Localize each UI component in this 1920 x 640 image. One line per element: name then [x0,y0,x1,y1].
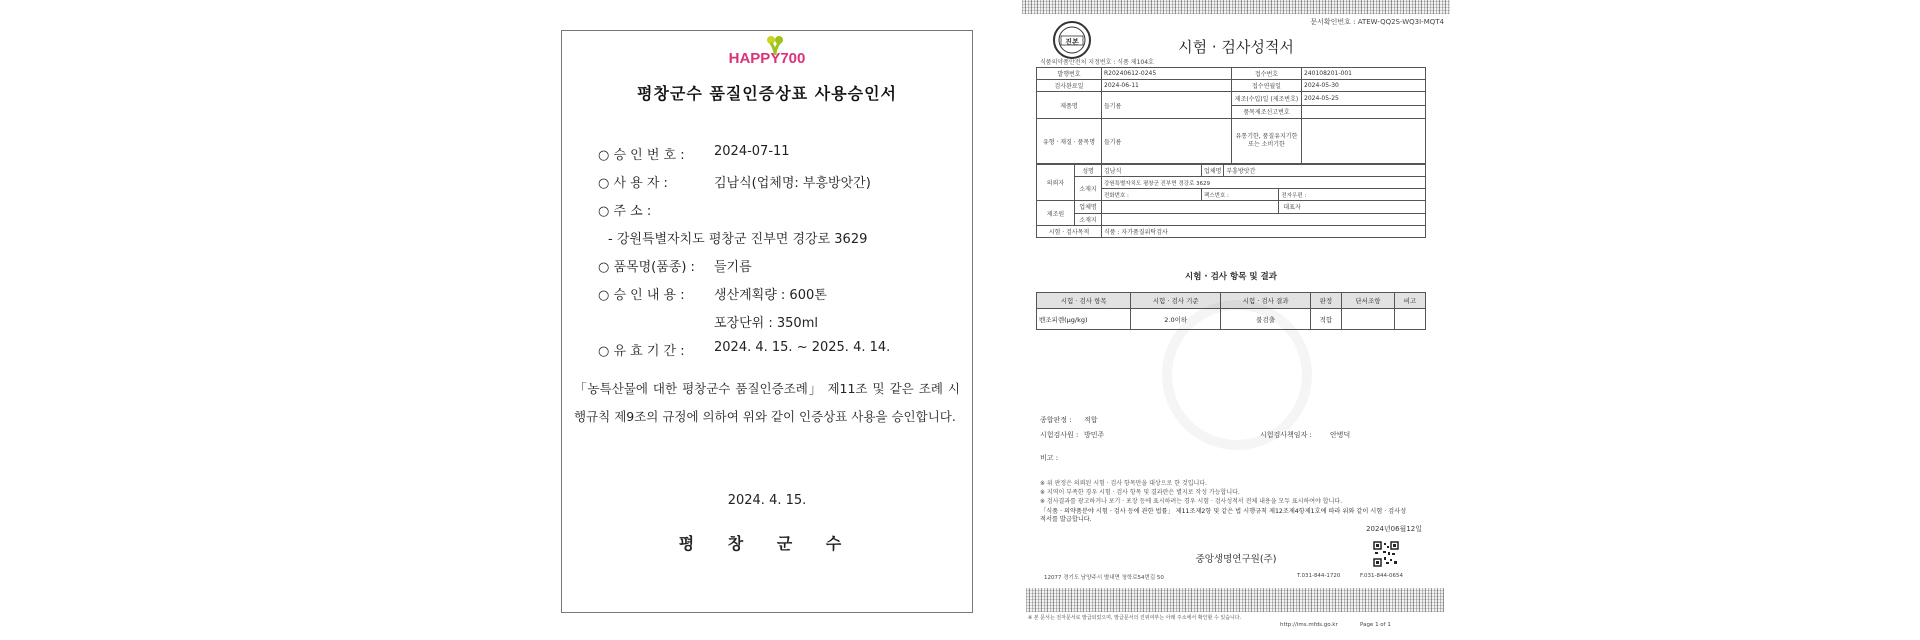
institute-tel: T.031-844-1720 [1297,573,1341,579]
certificate-date: 2024. 4. 15. [727,493,807,508]
results-header: 비고 [1395,293,1426,309]
top-noise-band [1022,0,1450,14]
results-cell: 불검출 [1221,309,1311,330]
purpose-label: 시험 · 검사목적 [1037,226,1102,238]
results-header: 단서조항 [1341,293,1394,309]
institute-name: 중앙생명연구원(주) [1195,554,1277,565]
results-header: 시험 · 검사 항목 [1037,293,1131,309]
results-cell: 적합 [1310,309,1341,330]
table-row [1037,68,1426,80]
table-row [1037,213,1426,226]
tester-value: 방민주 [1084,431,1105,439]
info-cell: 접수번호 [1232,68,1302,80]
page-number: Page 1 of 1 [1360,622,1391,628]
results-cell: 벤조피렌(μg/kg) [1037,309,1131,330]
company-value: 부흥방앗간 [1224,165,1426,177]
address-value: - 강원특별자치도 평창군 진부면 경강로 3629 [608,232,868,247]
mfr-address-label: 소재지 [1075,213,1102,226]
info-table [1036,67,1426,164]
happy700-logo-mark [712,33,822,67]
manager-label: 시험검사책임자 : [1260,431,1312,439]
manufacturer-label: 제조원 [1037,201,1075,226]
table-row [1037,92,1426,106]
results-header: 시험 · 검사 기준 [1131,293,1221,309]
test-report [1022,0,1450,640]
institute-fax: F.031-844-0654 [1360,573,1403,579]
remark-label: 비고 : [1040,454,1059,462]
purpose-value: 식품 : 자가품질위탁검사 [1102,226,1426,238]
table-row [1037,165,1426,177]
mfr-address-value [1102,213,1426,226]
agency-designation: 식품의약품안전처 지정번호 : 식품 제104호 [1040,59,1154,66]
mfr-company-value [1102,201,1279,214]
note-line: ※ 지역이 부족한 경우 시험 · 검사 항목 및 결과란은 별지로 작성 가능합니다. [1040,489,1240,496]
certificate-body-text: 「농특산물에 대한 평창군수 품질인증조례」 제11조 및 같은 조례 시행규칙 제9조의 규정에 의하여 위와 같이 인증상표 사용을 승인합니다. [574,381,960,424]
results-header: 시험 · 검사 결과 [1221,293,1311,309]
phone-label: 전화번호 : [1102,189,1202,201]
info-cell: 2024-05-30 [1302,80,1426,92]
verdict-value: 적합 [1084,416,1098,424]
info-cell: R20240612-0245 [1102,68,1232,80]
product-value: 들기름 [714,260,752,275]
info-cell [1302,105,1426,119]
validity-label: ○ 유 효 기 간 : [598,344,685,359]
results-cell [1395,309,1426,330]
info-cell: 품목제조신고번호 [1232,105,1302,119]
info-cell: 2024-06-11 [1102,80,1232,92]
info-cell: 제품명 [1037,92,1102,119]
watermark-circle [1162,300,1312,450]
note-line: ※ 위 판정은 의뢰된 시험 · 검사 항목만을 대상으로 한 것입니다. [1040,480,1208,487]
user-label: ○ 사 용 자 : [598,176,668,191]
info-cell: 들기름 [1102,92,1232,119]
stamp-text: 진본 [1065,38,1079,46]
certificate-title: 평창군수 품질인증상표 사용승인서 [637,84,897,103]
logo-text: HAPPY700 [728,50,806,67]
note-line: ※ 검사결과를 광고하거나 포기 · 포장 등에 표시하려는 경우 시험 · 검사성적서 전체 내용을 모두 표시하여야 합니다. [1040,498,1343,505]
tester-label: 시험검사원 : [1040,431,1079,439]
table-row [1037,201,1426,214]
name-value: 김남식 [1102,165,1202,177]
table-row [1037,80,1426,92]
approval-certificate [561,30,973,613]
validity-value: 2024. 4. 15. ~ 2025. 4. 14. [714,340,891,355]
fax-label: 팩스번호 : [1202,189,1279,201]
info-cell: 유통기한, 품질유지기한 또는 소비기한 [1232,119,1302,164]
mfr-company-label: 업체명 [1075,201,1102,214]
institute-address: 12077 경기도 남양주시 별내면 청학로54번길 50 [1044,575,1164,581]
user-value: 김남식(업체명: 부흥방앗간) [714,176,871,191]
mfr-rep-label: 대표자 [1279,201,1426,214]
info-cell: 2024-05-25 [1302,92,1426,106]
table-row [1037,119,1426,164]
results-cell [1341,309,1394,330]
footer-url[interactable]: http://ims.mfds.go.kr [1280,622,1338,628]
info-cell: 240108201-001 [1302,68,1426,80]
certificate-issuer: 평 창 군 수 [678,534,856,553]
info-cell: 검사완료일 [1037,80,1102,92]
results-cell: 2.0이하 [1131,309,1221,330]
info-cell: 발행번호 [1037,68,1102,80]
name-label: 성명 [1075,165,1102,177]
requester-label: 의뢰자 [1037,165,1075,201]
results-title: 시험 · 검사 항목 및 결과 [1185,272,1277,282]
table-row [1037,177,1426,189]
product-label: ○ 품목명(품종) : [598,260,695,275]
requester-table [1036,164,1426,238]
package-unit-value: 포장단위 : 350ml [714,316,818,331]
qr-code-icon [1373,541,1399,567]
results-header: 판정 [1310,293,1341,309]
address-value: 강원특별자치도 평창군 진부면 경강로 3629 [1102,177,1426,189]
approval-number-value: 2024-07-11 [714,144,790,159]
company-label: 업체명 [1202,165,1224,177]
doc-confirm-number: 문서확인번호 : ATEW-QQ2S-WQ3I-MQT4 [1310,18,1444,26]
address-label: ○ 주 소 : [598,204,652,219]
bottom-noise-band [1026,588,1444,612]
approval-number-label: ○ 승 인 번 호 : [598,148,685,163]
verdict-label: 종합판정 : [1040,416,1072,424]
email-label: 전자우편 : [1279,189,1426,201]
manager-value: 안병덕 [1330,431,1351,439]
happy700-logo [562,33,972,73]
info-cell: 유형 · 재질 · 품목명 [1037,119,1102,164]
issue-date: 2024년06월12일 [1366,525,1422,533]
address-label: 소재지 [1075,177,1102,201]
production-plan-value: 생산계획량 : 600톤 [714,288,827,303]
footer-note: ※ 본 문서는 전자문서로 발급되었으며, 발급문서의 진위여부는 아래 주소에서 확인할 수 있습니다. [1028,615,1242,621]
info-cell [1302,119,1426,164]
info-cell: 접수연월일 [1232,80,1302,92]
table-row [1037,226,1426,238]
legal-statement: 「식품 · 의약품분야 시험 · 검사 등에 관한 법률」 제11조제2항 및 같은 법 시행규칙 제12조제4항제1호에 따라 위와 같이 시험 · 검사성적서를 발급합니다. [1040,508,1407,523]
approval-content-label: ○ 승 인 내 용 : [598,288,685,303]
info-cell: 들기름 [1102,119,1232,164]
info-cell: 제조(수입)일 (제조번호) [1232,92,1302,106]
report-title: 시험 · 검사성적서 [1178,38,1294,56]
